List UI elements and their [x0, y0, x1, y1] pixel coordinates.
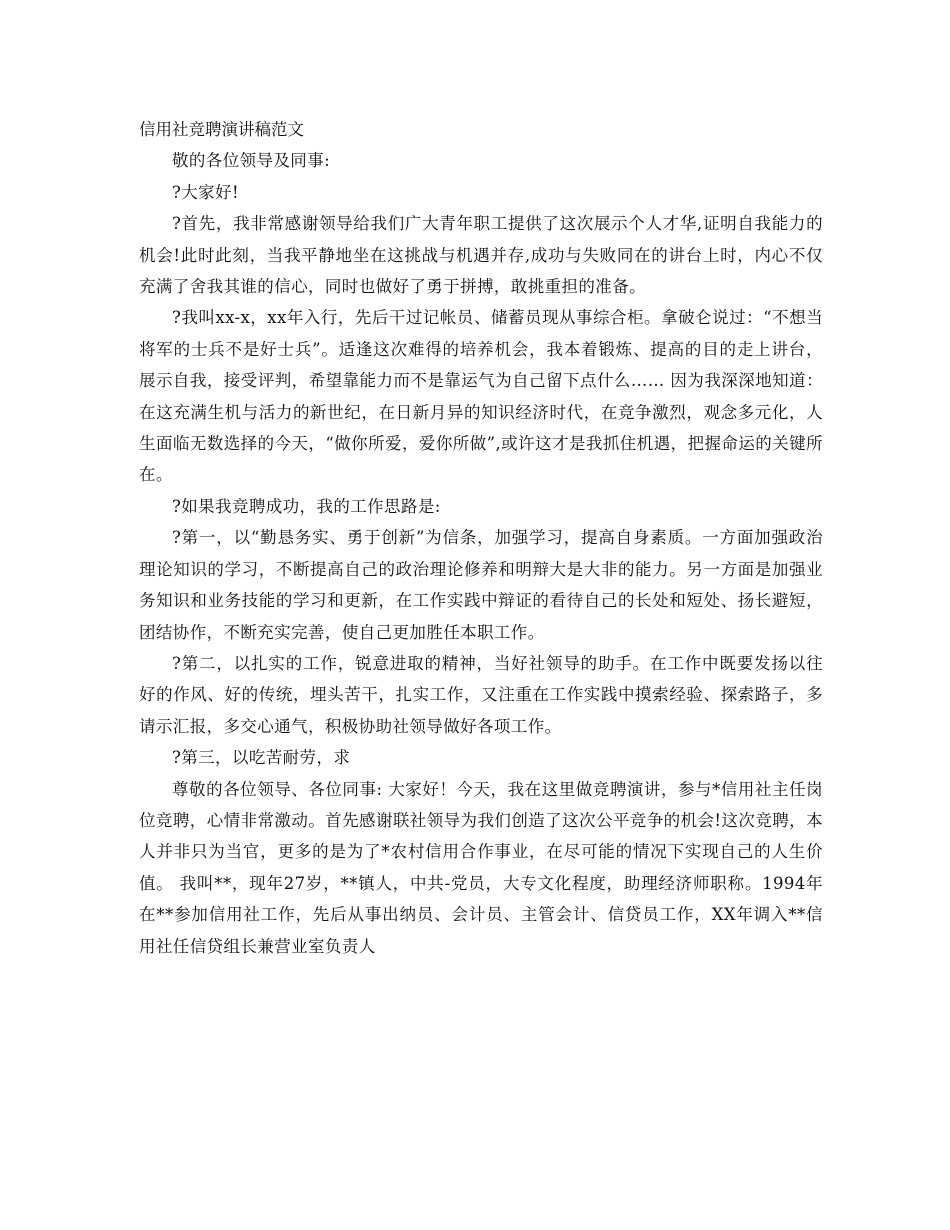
paragraph-point-one: ?第一，以“勤恳务实、勇于创新”为信条，加强学习，提高自身素质。一方面加强政治理论知识的学习，不断提高自己的政治理论修养和明辩大是大非的能力。另一方面是加强业务知识和业务技能的学习和更新，在工作实践中辩证的看待自己的长处和短处、扬长避短，团结协作，不断充实完善，使自己更加胜任本职工作。	[139, 528, 823, 642]
paragraph-point-three: ?第三，以吃苦耐劳，求	[172, 748, 351, 768]
paragraph-point-two: ?第二，以扎实的工作，锐意进取的精神，当好社领导的助手。在工作中既要发扬以往好的作风、好的传统，埋头苦干，扎实工作，又注重在工作实践中摸索经验、探索路子，多请示汇报，多交心通气，积极协助社领导做好各项工作。	[139, 653, 823, 736]
paragraph-salutation: 敬的各位领导及同事:	[172, 151, 331, 171]
paragraph-self-intro: ?我叫xx-x，xx年入行，先后干过记帐员、储蓄员现从事综合柜。拿破仑说过：“不想当将军的士兵不是好士兵”。适逢这次难得的培养机会，我本着锻炼、提高的目的走上讲台，展示自我，接受评判，希望靠能力而不是靠运气为自己留下点什么…… 因为我深深地知道：在这充满生机与活力的新世纪，在日新月异的知识经济时代，在竞争激烈，观念多元化，人生面临无数选择的今天，“做你所爱，爱你所做”,或许这才是我抓住机遇，把握命运的关键所在。	[139, 308, 823, 485]
document-body	[139, 114, 823, 962]
paragraph-thanks: ?首先，我非常感谢领导给我们广大青年职工提供了这次展示个人才华,证明自我能力的机会!此时此刻，当我平静地坐在这挑战与机遇并存,成功与失败同在的讲台上时，内心不仅充满了舍我其谁的信心，同时也做好了勇于拼搏，敢挑重担的准备。	[139, 214, 823, 297]
document-title: 信用社竞聘演讲稿范文	[139, 120, 304, 139]
paragraph-greeting: ?大家好!	[172, 182, 239, 202]
paragraph-work-plan-intro: ?如果我竞聘成功，我的工作思路是:	[172, 496, 441, 516]
paragraph-second-speech: 尊敬的各位领导、各位同事: 大家好！今天，我在这里做竞聘演讲，参与*信用社主任岗位竞聘，心情非常激动。首先感谢联社领导为我们创造了这次公平竞争的机会!这次竞聘，本人并非只为当官，更多的是为了*农村信用合作事业，在尽可能的情况下实现自己的人生价值。 我叫**，现年27岁，**镇人，中共-党员，大专文化程度，助理经济师职称。1994年在**参加信用社工作，先后从事出纳员、会计员、主管会计、信贷员工作，XX年调入**信用社任信贷组长兼营业室负责人	[139, 779, 823, 956]
